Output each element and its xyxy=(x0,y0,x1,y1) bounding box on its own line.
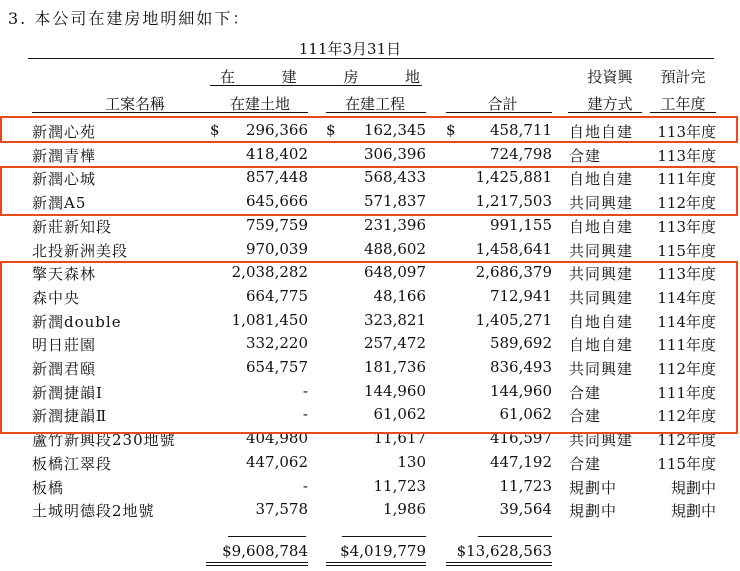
land-value: 2,038,282 xyxy=(231,263,308,281)
col-header-year-line1: 預計完 xyxy=(660,68,706,86)
works-value: 181,736 xyxy=(363,358,426,376)
build-method: 合建 xyxy=(569,147,602,165)
project-name: 蘆竹新興段230地號 xyxy=(32,431,176,449)
build-method: 共同興建 xyxy=(569,360,634,378)
land-value: 645,666 xyxy=(245,192,308,210)
works-value: 571,837 xyxy=(363,192,426,210)
group-header xyxy=(220,66,420,87)
group-header-rule xyxy=(210,85,422,86)
project-name: 北投新洲美段 xyxy=(32,242,129,260)
total-value: 589,692 xyxy=(489,334,552,352)
total-value: 416,597 xyxy=(489,429,552,447)
col-header-method-line2: 建方式 xyxy=(587,95,633,113)
project-name: 明日莊園 xyxy=(32,336,97,354)
total-value: 991,155 xyxy=(489,216,552,234)
works-value: 257,472 xyxy=(363,334,426,352)
works-value: 130 xyxy=(397,453,426,471)
completion-year: 112年度 xyxy=(657,407,716,425)
currency-symbol: $ xyxy=(210,121,220,139)
col-header-total: 合計 xyxy=(487,95,518,113)
land-value: 37,578 xyxy=(255,500,308,518)
build-method: 自地自建 xyxy=(569,218,634,236)
total-value: 11,723 xyxy=(499,477,552,495)
report-date: 111年3月31日 xyxy=(298,40,402,58)
land-value: 332,220 xyxy=(245,334,308,352)
project-name: 新潤君頤 xyxy=(32,360,97,378)
works-value: 231,396 xyxy=(363,216,426,234)
project-name: 新莊新知段 xyxy=(32,218,113,236)
total-double-rule-land-b xyxy=(206,565,308,566)
col-header-method-line1: 投資興 xyxy=(587,68,633,86)
build-method: 規劃中 xyxy=(569,502,618,520)
works-value: 61,062 xyxy=(373,405,426,423)
total-total: $13,628,563 xyxy=(456,542,552,560)
subtotal-rule-total xyxy=(478,536,552,537)
land-value: - xyxy=(302,477,308,495)
total-land: $9,608,784 xyxy=(222,542,308,560)
build-method: 自地自建 xyxy=(569,313,634,331)
total-value: 447,192 xyxy=(489,453,552,471)
total-works: $4,019,779 xyxy=(340,542,426,560)
completion-year: 112年度 xyxy=(657,194,716,212)
project-name: 土城明德段2地號 xyxy=(32,502,155,520)
build-method: 共同興建 xyxy=(569,265,634,283)
land-value: 404,980 xyxy=(245,429,308,447)
completion-year: 113年度 xyxy=(657,265,716,283)
total-double-rule-land-a xyxy=(206,562,308,563)
date-rule xyxy=(28,58,714,59)
project-name: 板橋 xyxy=(32,479,65,497)
group-header-char: 地 xyxy=(404,68,420,86)
col-header-year-line2: 工年度 xyxy=(660,95,706,113)
land-value: 296,366 xyxy=(245,121,308,139)
currency-symbol: $ xyxy=(446,121,456,139)
completion-year: 112年度 xyxy=(657,360,716,378)
build-method: 合建 xyxy=(569,384,602,402)
total-value: 144,960 xyxy=(489,382,552,400)
header-rule-name xyxy=(32,112,210,113)
build-method: 共同興建 xyxy=(569,194,634,212)
completion-year: 113年度 xyxy=(657,218,716,236)
total-value: 458,711 xyxy=(489,121,552,139)
total-value: 712,941 xyxy=(489,287,552,305)
header-rule-year xyxy=(650,112,716,113)
subtotal-rule-land xyxy=(228,536,306,537)
total-value: 1,217,503 xyxy=(475,192,552,210)
project-name: 新潤青樺 xyxy=(32,147,97,165)
project-name: 板橋江翠段 xyxy=(32,455,113,473)
completion-year: 114年度 xyxy=(657,313,716,331)
total-value: 2,686,379 xyxy=(475,263,552,281)
land-value: 447,062 xyxy=(245,453,308,471)
header-rule-land xyxy=(210,112,308,113)
project-name: 新潤心城 xyxy=(32,170,97,188)
highlight-box-2 xyxy=(0,166,738,216)
project-name: 新潤捷韻Ⅱ xyxy=(32,407,108,425)
group-header-char: 建 xyxy=(281,68,297,86)
group-header-char: 在 xyxy=(220,68,236,86)
land-value: 970,039 xyxy=(245,240,308,258)
land-value: 654,757 xyxy=(245,358,308,376)
completion-year: 113年度 xyxy=(657,123,716,141)
land-value: - xyxy=(302,405,308,423)
land-value: 759,759 xyxy=(245,216,308,234)
works-value: 488,602 xyxy=(363,240,426,258)
total-double-rule-total-a xyxy=(446,562,552,563)
land-value: 664,775 xyxy=(245,287,308,305)
currency-symbol: $ xyxy=(326,121,336,139)
works-value: 568,433 xyxy=(363,168,426,186)
completion-year: 112年度 xyxy=(657,431,716,449)
works-value: 162,345 xyxy=(363,121,426,139)
highlight-box-3 xyxy=(0,261,738,434)
works-value: 648,097 xyxy=(363,263,426,281)
header-rule-method xyxy=(568,112,642,113)
works-value: 144,960 xyxy=(363,382,426,400)
total-value: 1,425,881 xyxy=(475,168,552,186)
works-value: 11,723 xyxy=(373,477,426,495)
completion-year: 113年度 xyxy=(657,147,716,165)
col-header-land: 在建土地 xyxy=(229,95,290,113)
section-heading: 3. 本公司在建房地明細如下： xyxy=(8,9,251,28)
header-rule-total xyxy=(446,112,552,113)
group-header-char: 房 xyxy=(343,68,359,86)
col-header-works: 在建工程 xyxy=(344,95,405,113)
completion-year: 111年度 xyxy=(657,336,716,354)
col-header-name: 工案名稱 xyxy=(104,95,165,113)
project-name: 森中央 xyxy=(32,289,81,307)
build-method: 合建 xyxy=(569,407,602,425)
land-value: 1,081,450 xyxy=(231,311,308,329)
project-name: 新潤捷韻Ⅰ xyxy=(32,384,103,402)
header-rule-works xyxy=(326,112,426,113)
total-value: 724,798 xyxy=(489,145,552,163)
total-double-rule-total-b xyxy=(446,565,552,566)
works-value: 306,396 xyxy=(363,145,426,163)
land-value: - xyxy=(302,382,308,400)
total-value: 39,564 xyxy=(499,500,552,518)
works-value: 11,617 xyxy=(373,429,426,447)
total-value: 836,493 xyxy=(489,358,552,376)
project-name: 擎天森林 xyxy=(32,265,97,283)
total-value: 1,405,271 xyxy=(475,311,552,329)
build-method: 自地自建 xyxy=(569,336,634,354)
completion-year: 規劃中 xyxy=(670,479,716,497)
project-name: 新潤A5 xyxy=(32,194,87,212)
build-method: 共同興建 xyxy=(569,289,634,307)
build-method: 規劃中 xyxy=(569,479,618,497)
completion-year: 111年度 xyxy=(657,384,716,402)
build-method: 共同興建 xyxy=(569,431,634,449)
project-name: 新潤double xyxy=(32,313,122,331)
project-name: 新潤心苑 xyxy=(32,123,97,141)
completion-year: 115年度 xyxy=(657,455,716,473)
build-method: 自地自建 xyxy=(569,170,634,188)
total-double-rule-works-b xyxy=(326,565,426,566)
build-method: 自地自建 xyxy=(569,123,634,141)
completion-year: 114年度 xyxy=(657,289,716,307)
land-value: 418,402 xyxy=(245,145,308,163)
subtotal-rule-works xyxy=(342,536,426,537)
completion-year: 規劃中 xyxy=(670,502,716,520)
land-value: 857,448 xyxy=(245,168,308,186)
completion-year: 115年度 xyxy=(657,242,716,260)
total-double-rule-works-a xyxy=(326,562,426,563)
total-value: 61,062 xyxy=(499,405,552,423)
build-method: 共同興建 xyxy=(569,242,634,260)
works-value: 48,166 xyxy=(373,287,426,305)
works-value: 323,821 xyxy=(363,311,426,329)
completion-year: 111年度 xyxy=(657,170,716,188)
highlight-box-1 xyxy=(0,116,738,143)
build-method: 合建 xyxy=(569,455,602,473)
works-value: 1,986 xyxy=(383,500,426,518)
total-value: 1,458,641 xyxy=(475,240,552,258)
